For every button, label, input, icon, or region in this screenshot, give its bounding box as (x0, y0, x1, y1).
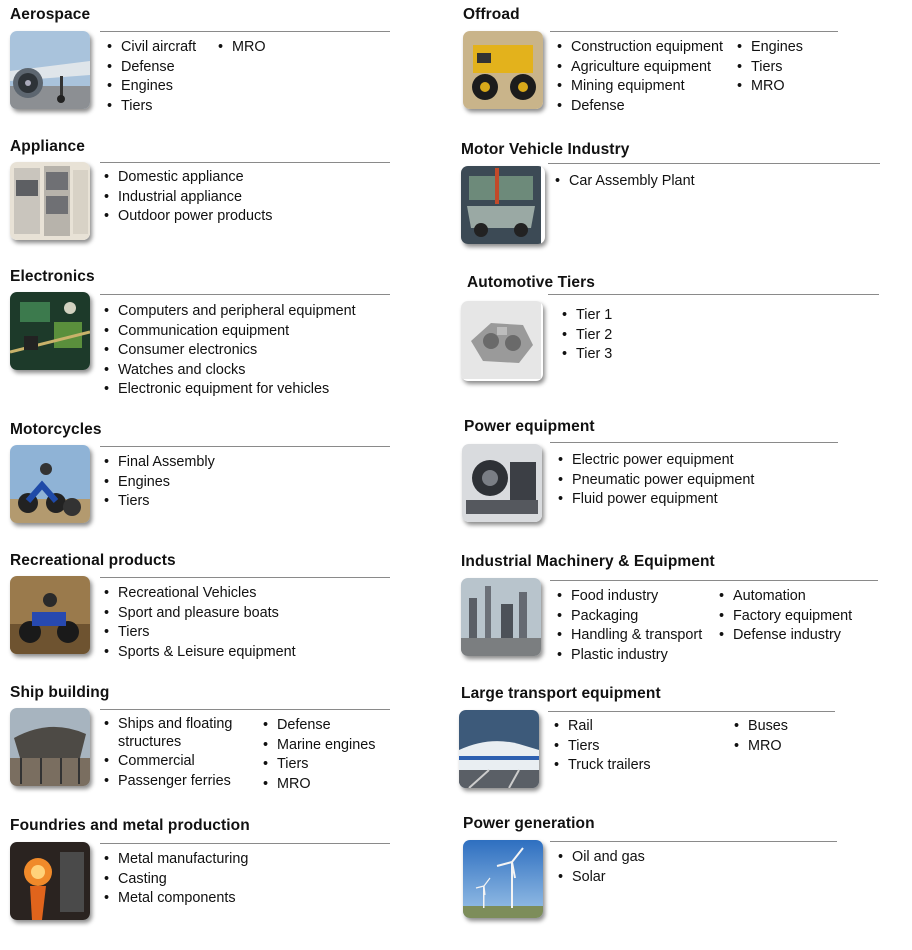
list-item: • MRO (218, 38, 266, 58)
list-item: • Packaging (557, 607, 702, 627)
list-item: • Tiers (263, 755, 375, 775)
sector-list-secondary (719, 587, 852, 646)
sector-title: Power generation (463, 815, 595, 832)
divider (100, 446, 390, 447)
list-item: • Sport and pleasure boats (104, 604, 296, 624)
divider (550, 31, 838, 32)
list-item: • Marine engines (263, 736, 375, 756)
sector-title: Ship building (10, 684, 110, 701)
list-item: • Ships and floating structures (104, 716, 253, 751)
sector-list (104, 716, 253, 791)
list-item: • Food industry (557, 587, 702, 607)
list-item: • Tiers (104, 492, 215, 512)
quad-bike-icon (10, 576, 90, 654)
list-item: • MRO (734, 737, 788, 757)
list-item: • Final Assembly (104, 453, 215, 473)
list-item: • Tier 1 (562, 306, 612, 326)
list-item: • Tier 3 (562, 345, 612, 365)
list-item: • Defense (557, 97, 723, 117)
list-item: • Tiers (104, 623, 296, 643)
list-item: • Commercial (104, 752, 253, 772)
ship-hull-icon (10, 708, 90, 786)
circuit-board-icon (10, 292, 90, 370)
divider (100, 162, 390, 163)
divider (100, 577, 390, 578)
list-item: • Automation (719, 587, 852, 607)
divider (100, 709, 390, 710)
engine-part-icon (461, 301, 543, 381)
list-item: • Construction equipment (557, 38, 723, 58)
list-item: • Factory equipment (719, 607, 852, 627)
list-item: • Industrial appliance (104, 188, 272, 208)
list-item: • Plastic industry (557, 646, 702, 666)
divider (548, 711, 835, 712)
sector-list (555, 172, 695, 192)
sector-title: Offroad (463, 6, 520, 23)
motorcycle-icon (10, 445, 90, 523)
divider (550, 580, 878, 581)
list-item: • Recreational Vehicles (104, 584, 296, 604)
list-item: • Tiers (107, 97, 196, 117)
list-item: • Truck trailers (554, 756, 651, 776)
list-item: • Communication equipment (104, 322, 356, 342)
molten-metal-icon (10, 842, 90, 920)
sector-list (104, 302, 356, 400)
list-item: • Defense industry (719, 626, 852, 646)
divider (550, 841, 837, 842)
sector-title: Automotive Tiers (467, 274, 595, 291)
sector-list (557, 587, 702, 665)
list-item: • Metal components (104, 889, 248, 909)
divider (548, 294, 879, 295)
list-item: • Casting (104, 870, 248, 890)
sector-title: Motor Vehicle Industry (461, 141, 630, 158)
sector-list (104, 168, 272, 227)
sector-list (104, 453, 215, 512)
sector-title: Large transport equipment (461, 685, 661, 702)
list-item: • Civil aircraft (107, 38, 196, 58)
sector-list (554, 717, 651, 776)
sector-list-secondary (734, 717, 788, 756)
list-item: • Car Assembly Plant (555, 172, 695, 192)
sector-list-secondary (218, 38, 266, 58)
list-item: • Watches and clocks (104, 361, 356, 381)
divider (100, 294, 390, 295)
list-item: • Tiers (737, 58, 803, 78)
sector-title: Electronics (10, 268, 95, 285)
list-item: • Defense (263, 716, 375, 736)
airplane-engine-icon (10, 31, 90, 109)
sector-list-secondary (737, 38, 803, 97)
list-item: • MRO (737, 77, 803, 97)
bullet-train-icon (459, 710, 539, 788)
divider (550, 442, 838, 443)
generator-icon (462, 444, 542, 522)
list-item: • Rail (554, 717, 651, 737)
list-item: • Engines (107, 77, 196, 97)
list-item: • Electric power equipment (558, 451, 754, 471)
sector-title: Foundries and metal production (10, 817, 250, 834)
divider (100, 843, 390, 844)
sector-title: Appliance (10, 138, 85, 155)
car-assembly-icon (461, 166, 545, 244)
list-item: • Computers and peripheral equipment (104, 302, 356, 322)
list-item: • Solar (558, 868, 645, 888)
sector-title: Motorcycles (10, 421, 102, 438)
list-item: • Mining equipment (557, 77, 723, 97)
list-item: • Oil and gas (558, 848, 645, 868)
refinery-icon (461, 578, 541, 656)
list-item: • Defense (107, 58, 196, 78)
sector-list (558, 451, 754, 510)
sector-list (557, 38, 723, 116)
mining-truck-icon (463, 31, 543, 109)
list-item: • Handling & transport (557, 626, 702, 646)
sector-list (107, 38, 196, 116)
list-item: • Buses (734, 717, 788, 737)
list-item: • Domestic appliance (104, 168, 272, 188)
list-item: • Metal manufacturing (104, 850, 248, 870)
list-item: • Outdoor power products (104, 207, 272, 227)
list-item: • Tiers (554, 737, 651, 757)
list-item: • Sports & Leisure equipment (104, 643, 296, 663)
list-item: • Engines (737, 38, 803, 58)
list-item: • Electronic equipment for vehicles (104, 380, 356, 400)
list-item: • Pneumatic power equipment (558, 471, 754, 491)
list-item: • Consumer electronics (104, 341, 356, 361)
wind-turbine-icon (463, 840, 543, 918)
list-item: • MRO (263, 775, 375, 795)
list-item: • Fluid power equipment (558, 490, 754, 510)
sector-list (562, 306, 612, 365)
sector-title: Industrial Machinery & Equipment (461, 553, 715, 570)
list-item: • Tier 2 (562, 326, 612, 346)
sector-title: Recreational products (10, 552, 176, 569)
sector-title: Power equipment (464, 418, 595, 435)
list-item: • Passenger ferries (104, 772, 253, 792)
divider (100, 31, 390, 32)
sector-list-secondary (263, 716, 375, 794)
sector-list (104, 584, 296, 662)
list-item: • Agriculture equipment (557, 58, 723, 78)
sector-list (558, 848, 645, 887)
sector-list (104, 850, 248, 909)
list-item: • Engines (104, 473, 215, 493)
sector-title: Aerospace (10, 6, 91, 23)
divider (548, 163, 880, 164)
kitchen-appliance-icon (10, 162, 90, 240)
